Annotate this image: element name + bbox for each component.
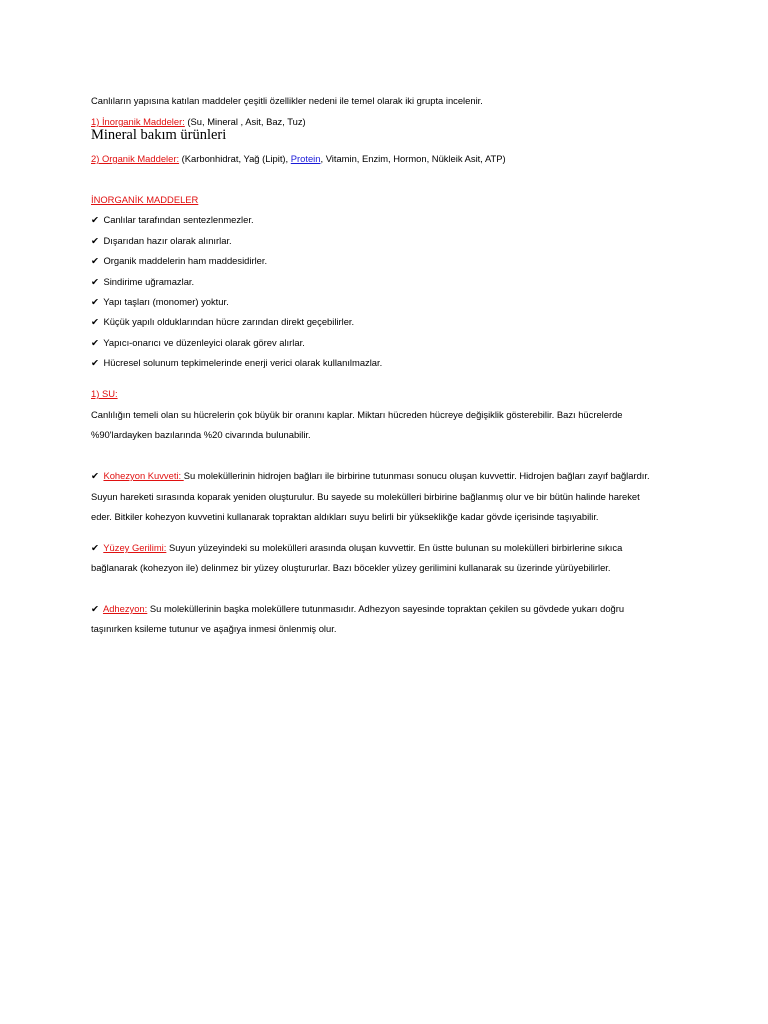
list-item: ✔ Hücresel solunum tepkimelerinde enerji verici olarak kullanılmazlar. [91,357,383,368]
su-paragraph-line: %90'lardayken bazılarında %20 civarında bulunabilir. [91,429,311,440]
check-icon: ✔ [91,542,99,553]
check-icon: ✔ [91,357,99,368]
check-icon: ✔ [91,603,99,614]
yuzey-line: bağlanarak (kohezyon ile) delinmez bir yüzey oluştururlar. Bazı böcekler yüzey gerilimini kullanarak su üzerinde yürüyebilirler. [91,562,611,573]
check-icon: ✔ [91,337,99,348]
organic-list-text-a: (Karbonhidrat, Yağ (Lipit), [179,153,291,164]
group-organic-line [91,153,506,165]
check-icon: ✔ [91,316,99,327]
list-item: ✔ Organik maddelerin ham maddesidirler. [91,255,268,266]
ad-title-link[interactable]: Mineral bakım ürünleri [91,127,227,143]
list-item: ✔ Yapı taşları (monomer) yoktur. [91,296,229,307]
su-heading-link[interactable]: 1) SU: [91,388,118,399]
list-item: ✔ Yapıcı-onarıcı ve düzenleyici olarak görev alırlar. [91,337,305,348]
yuzey-line: ✔ Yüzey Gerilimi: Suyun yüzeyindeki su molekülleri arasında oluşan kuvvettir. En üstte bulunan su molekülleri birbirlerine sıkıca [91,542,623,553]
list-item: ✔ Sindirime uğramazlar. [91,276,195,287]
check-icon: ✔ [91,276,99,287]
kohezyon-line: ✔ Kohezyon Kuvveti: Su moleküllerinin hidrojen bağları ile birbirine tutunması sonucu oluşan kuvvettir. Hidrojen bağları zayıf bağlardır. [91,470,650,481]
protein-link[interactable]: Protein [290,153,321,164]
organic-link[interactable]: 2) Organik Maddeler: [91,153,180,164]
kohezyon-line: eder. Bitkiler kohezyon kuvvetini kullanarak topraktan aldıkları suyu belirli bir yükseklikğe kadar gövde içerisinde taşıyabilir. [91,511,599,522]
check-icon: ✔ [91,255,99,266]
adhezyon-link[interactable]: Adhezyon: [102,603,148,614]
inorganic-list-text: (Su, Mineral , Asit, Baz, Tuz) [184,116,306,127]
check-icon: ✔ [91,296,99,307]
kohezyon-line: Suyun hareketi sırasında koparak yeniden oluşturulur. Bu sayede su molekülleri birbirine bağlanmış olur ve bir bütün halinde hareket [91,491,640,502]
list-item: ✔ Küçük yapılı olduklarından hücre zarından direkt geçebilirler. [91,316,355,327]
organic-list-text-b: , Vitamin, Enzim, Hormon, Nükleik Asit, ATP) [320,153,506,164]
list-item: ✔ Dışarıdan hazır olarak alınırlar. [91,235,232,246]
adhezyon-line: taşınırken ksileme tutunur ve aşağıya inmesi önlenmiş olur. [91,623,337,634]
yuzey-gerilimi-link[interactable]: Yüzey Gerilimi: [103,542,167,553]
intro-text: Canlıların yapısına katılan maddeler çeşitli özellikler nedeni ile temel olarak iki grupta incelenir. [91,95,483,106]
inorganic-link[interactable]: 1) İnorganik Maddeler: [91,116,185,127]
check-icon: ✔ [91,214,99,225]
su-paragraph-line: Canlılığın temeli olan su hücrelerin çok büyük bir oranını kaplar. Miktarı hücreden hücreye değişiklik gösterebilir. Bazı hücrelerde [91,409,623,420]
check-icon: ✔ [91,470,99,481]
check-icon: ✔ [91,235,99,246]
kohezyon-link[interactable]: Kohezyon Kuvveti: [103,470,184,481]
adhezyon-line: ✔ Adhezyon: Su moleküllerinin başka moleküllere tutunmasıdır. Adhezyon sayesinde topraktan çekilen su gövdede yukarı doğru [91,603,625,614]
inorganic-heading-link[interactable]: İNORGANİK MADDELER [91,194,199,205]
list-item: ✔ Canlılar tarafından sentezlenmezler. [91,214,254,225]
